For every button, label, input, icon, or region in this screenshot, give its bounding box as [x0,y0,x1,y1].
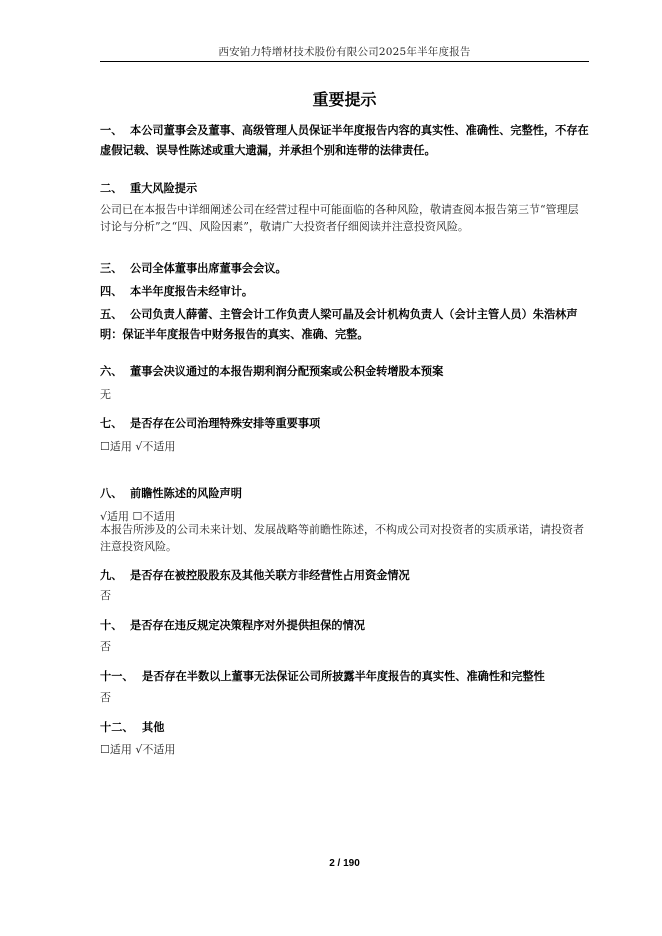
section-11-number: 十一、 [100,669,134,683]
page-header: 西安铂力特增材技术股份有限公司2025年半年度报告 [218,46,471,58]
section-5-number: 五、 [100,307,123,321]
section-1-number: 一、 [100,123,123,137]
section-6-heading [100,361,589,381]
section-4 [100,281,589,301]
section-6-number: 六、 [100,364,123,378]
section-11-body: 否 [100,691,111,704]
section-6-body: 无 [100,388,111,401]
section-2-title: 重大风险提示 [130,181,198,195]
section-7-title: 是否存在公司治理特殊安排等重要事项 [130,416,321,430]
section-10-number: 十、 [100,618,123,632]
section-7-heading [100,413,589,433]
section-2-body: 公司已在本报告中详细阐述公司在经营过程中可能面临的各种风险，敬请查阅本报告第三节“管理层讨论与分析”之“四、风险因素”，敬请广大投资者仔细阅读并注意投资风险。 [100,203,579,233]
section-9-title: 是否存在被控股股东及其他关联方非经营性占用资金情况 [130,568,410,582]
section-9-body: 否 [100,589,111,602]
section-12-options: ☐适用 √不适用 [100,743,176,756]
section-5 [100,304,589,344]
page-number: 2 / 190 [329,858,360,869]
section-2-number: 二、 [100,181,123,195]
section-5-text: 公司负责人薛蕾、主管会计工作负责人梁可晶及会计机构负责人（会计主管人员）朱浩林声明：保证半年度报告中财务报告的真实、准确、完整。 [100,307,578,341]
section-10-body: 否 [100,640,111,653]
section-1-text: 本公司董事会及董事、高级管理人员保证半年度报告内容的真实性、准确性、完整性，不存在虚假记载、误导性陈述或重大遗漏，并承担个别和连带的法律责任。 [100,123,589,157]
section-12-title: 其他 [142,720,165,734]
section-3-text: 公司全体董事出席董事会会议。 [130,261,287,275]
section-7-options: ☐适用 √不适用 [100,440,176,453]
section-3-number: 三、 [100,261,123,275]
page-title: 重要提示 [312,90,377,109]
section-8-body: 本报告所涉及的公司未来计划、发展战略等前瞻性陈述，不构成公司对投资者的实质承诺，请投资者注意投资风险。 [100,523,584,553]
section-8-options: √适用 ☐不适用 [100,510,176,523]
section-8-heading [100,483,589,503]
section-9-number: 九、 [100,568,123,582]
section-12-heading [100,717,589,737]
section-11-title: 是否存在半数以上董事无法保证公司所披露半年度报告的真实性、准确性和完整性 [142,669,545,683]
section-11-heading [100,666,589,686]
section-4-text: 本半年度报告未经审计。 [130,284,254,298]
section-2-heading [100,178,589,198]
section-10-heading [100,615,589,635]
section-12-number: 十二、 [100,720,134,734]
section-4-number: 四、 [100,284,123,298]
section-7-number: 七、 [100,416,123,430]
section-9-heading [100,565,589,585]
section-1 [100,120,589,160]
section-6-title: 董事会决议通过的本报告期利润分配预案或公积金转增股本预案 [130,364,444,378]
section-8-number: 八、 [100,486,123,500]
header-divider [100,61,589,62]
section-10-title: 是否存在违反规定决策程序对外提供担保的情况 [130,618,365,632]
section-8-title: 前瞻性陈述的风险声明 [130,486,242,500]
section-3 [100,258,589,278]
